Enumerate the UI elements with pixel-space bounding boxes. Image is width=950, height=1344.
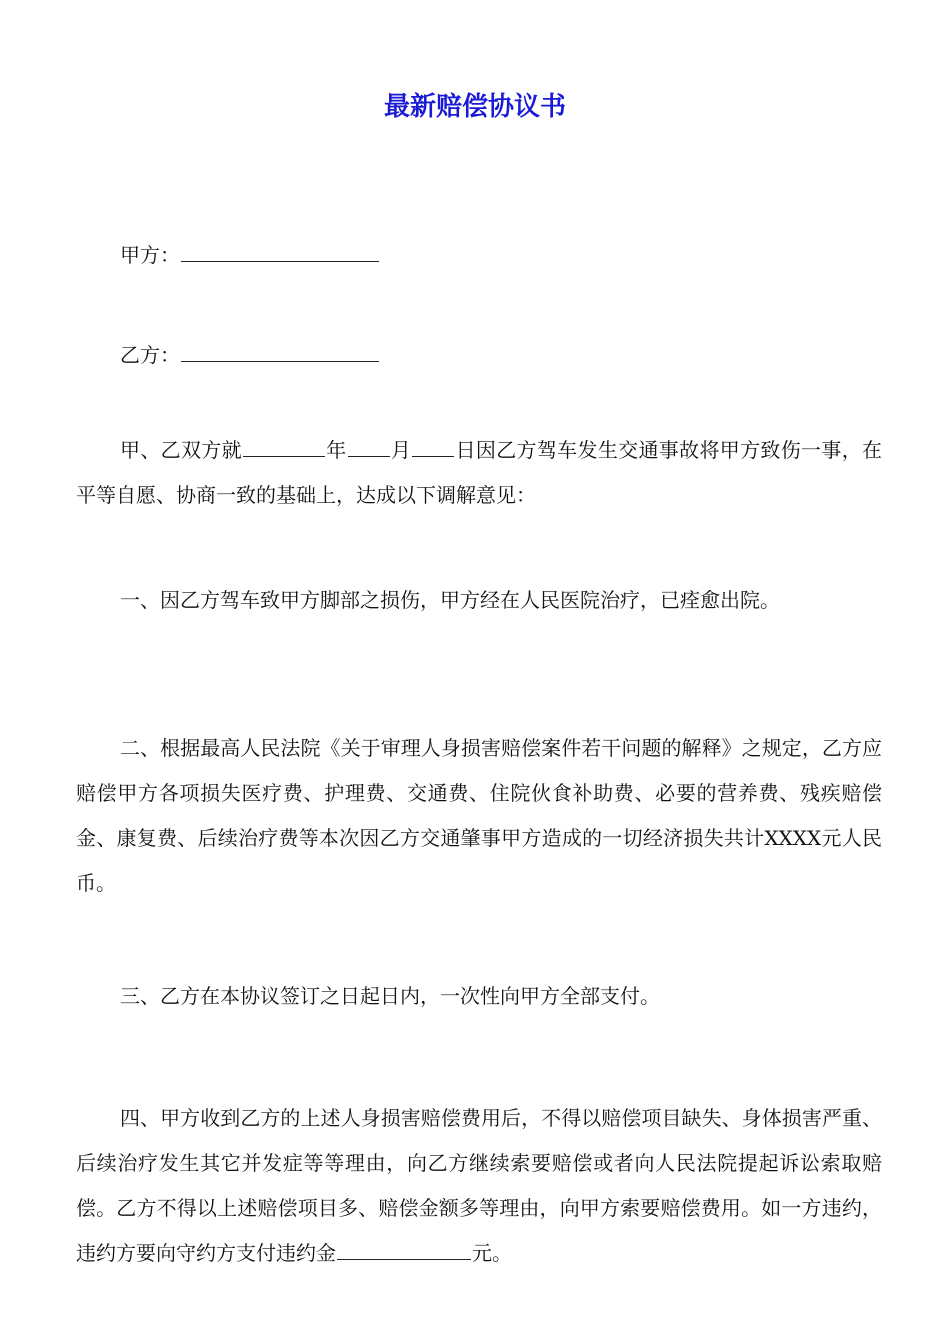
year-blank <box>243 436 325 457</box>
party-a-line <box>120 241 380 269</box>
penalty-blank <box>337 1239 471 1260</box>
party-a-blank <box>181 241 379 262</box>
party-b-label: 乙方： <box>120 343 180 367</box>
party-b-blank <box>181 341 379 362</box>
clause-4-suffix: 元。 <box>472 1241 512 1265</box>
clause-3: 三、乙方在本协议签订之日起日内，一次性向甲方全部支付。 <box>120 984 660 1008</box>
party-a-label: 甲方： <box>120 243 180 267</box>
day-blank <box>412 436 454 457</box>
clause-2: 二、根据最高人民法院《关于审理人身损害赔偿案件若干问题的解释》之规定，乙方应赔偿甲方各项损失医疗费、护理费、交通费、住院伙食补助费、必要的营养费、残疾赔偿金、康复费、后续治疗费等本次因乙方交通肇事甲方造成的一切经济损失共计XXXX元人民币。 <box>76 736 882 895</box>
document-title: 最新赔偿协议书 <box>383 92 566 122</box>
intro-year-label: 年 <box>325 438 347 462</box>
intro-month-label: 月 <box>390 438 412 462</box>
month-blank <box>348 436 390 457</box>
party-b-line <box>120 341 380 369</box>
clause-1: 一、因乙方驾车致甲方脚部之损伤，甲方经在人民医院治疗，已痊愈出院。 <box>120 588 780 612</box>
intro-paragraph <box>76 428 882 518</box>
clause-4-text: 四、甲方收到乙方的上述人身损害赔偿费用后，不得以赔偿项目缺失、身体损害严重、后续治疗发生其它并发症等等理由，向乙方继续索要赔偿或者向人民法院提起诉讼索取赔偿。乙方不得以上述赔偿项目多、赔偿金额多等理由，向甲方索要赔偿费用。如一方违约，违约方要向守约方支付违约金 <box>76 1106 882 1265</box>
intro-text-end: 日因乙方驾车发生交通事故将甲方致伤一事，在平等自愿、协商一致的基础上，达成以下调解意见： <box>76 438 883 507</box>
intro-text-start: 甲、乙双方就 <box>120 438 242 462</box>
clause-4 <box>76 1096 882 1276</box>
